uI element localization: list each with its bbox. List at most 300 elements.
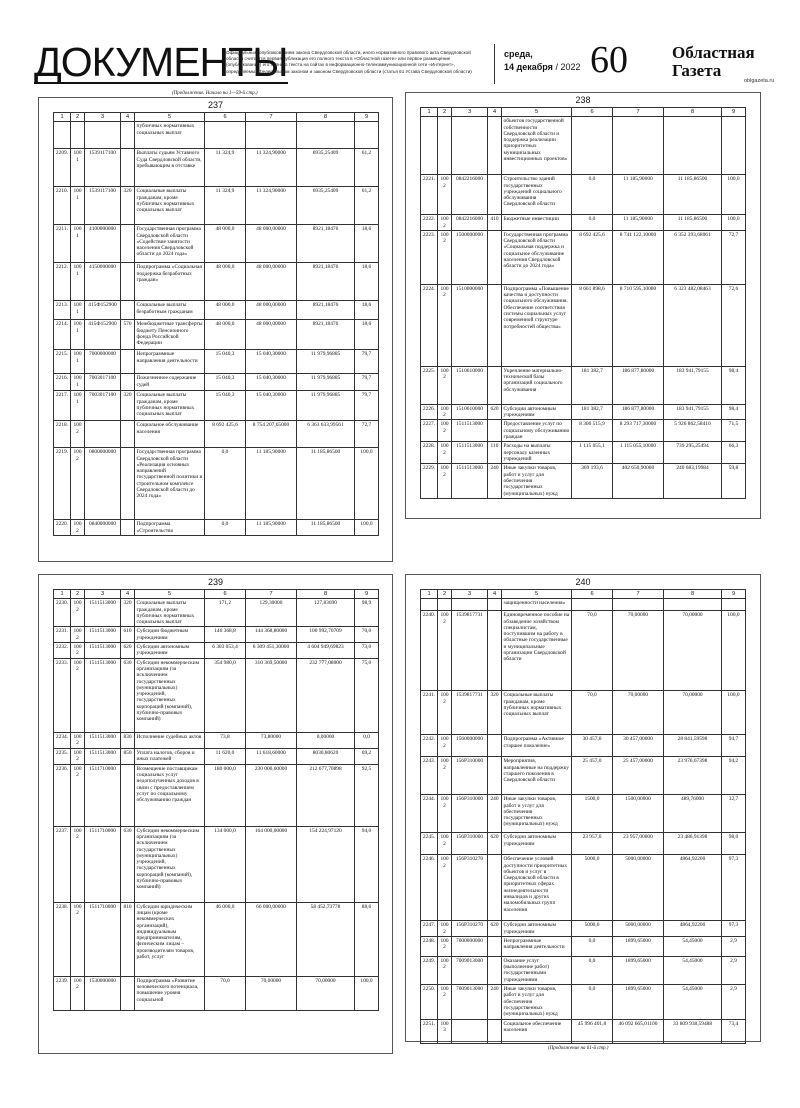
table-cell-9: 98,0 (722, 833, 746, 855)
table-cell-2: 1002 (438, 366, 452, 404)
table-cell-1: 2231. (54, 627, 71, 643)
table-row (54, 520, 379, 536)
table-cell-3: 1539117100 (85, 149, 121, 187)
table-cell-9: 100,0 (722, 611, 746, 691)
table-cell-4 (488, 117, 502, 175)
table-cell-8: 11 185,86500 (297, 448, 355, 520)
table-cell-8: 6935,25409 (297, 149, 355, 187)
table-cell-6: 73,8 (205, 732, 246, 748)
table-cell-2: 1002 (438, 985, 452, 1019)
table-cell-9: 66,3 (722, 442, 746, 464)
table-row (54, 658, 379, 732)
table-cell-4 (488, 175, 502, 215)
table-cell-1: 2214. (54, 320, 71, 350)
table-cell-4: 620 (488, 921, 502, 937)
table-cell-3: 1560000000 (452, 735, 488, 757)
table-cell-5: Субсидии автономным учреждениям (502, 404, 572, 420)
table-cell-8: 4 604 949,69823 (297, 643, 355, 659)
table-cell-1: 2219. (54, 448, 71, 520)
table-cell-6: 70,0 (205, 976, 246, 1010)
table-cell-4 (488, 936, 502, 956)
table-row (421, 230, 746, 284)
table-cell-6 (572, 599, 613, 611)
table-cell-7: 66 000,00000 (246, 902, 297, 976)
table-cell-1: 2217. (54, 391, 71, 421)
table-cell-3: 1511513000 (85, 748, 121, 764)
table-row (421, 956, 746, 984)
table-header-row (54, 113, 379, 122)
table-cell-6: 15 040,3 (205, 350, 246, 374)
table-cell-3: 7000000000 (452, 936, 488, 956)
table-cell-2 (71, 122, 85, 149)
table-cell-7: 73,80000 (246, 732, 297, 748)
table-cell-8: 5 926 862,58410 (664, 420, 722, 442)
table-cell-9: 18,6 (355, 320, 379, 350)
site-link[interactable]: oblgazeta.ru (744, 78, 775, 84)
table-cell-5: Подпрограмма «Активное старшее поколение» (502, 735, 572, 757)
table-cell-5: Мероприятия, направленные на поддержку старшего поколения в Свердловской области (502, 757, 572, 795)
table-cell-9: 61,2 (355, 187, 379, 225)
table-cell-1 (421, 599, 438, 611)
table-cell-7: 70,00000 (246, 976, 297, 1010)
table-cell-4 (121, 149, 135, 187)
column-header: 8 (664, 590, 722, 599)
table-cell-7: 402 650,90000 (613, 464, 664, 498)
table-cell-4 (121, 421, 135, 448)
table-cell-6: 1 115 055,1 (572, 442, 613, 464)
table-cell-4 (488, 855, 502, 921)
table-row (54, 391, 379, 421)
table-cell-1: 2220. (54, 520, 71, 536)
table-panel-237 (38, 97, 393, 562)
table-cell-4 (121, 764, 135, 826)
column-header: 5 (502, 590, 572, 599)
table-cell-3: 7009013000 (452, 956, 488, 984)
table-cell-5: Государственная программа Свердловской области «Реализация основных направлений государственной политики в строительном комплексе Свердловской области до 2024 года» (135, 448, 205, 520)
table-cell-2: 1002 (71, 976, 85, 1010)
table-cell-2: 1001 (71, 350, 85, 374)
table-cell-5: Государственная программа Свердловской области «Социальная поддержка и социальное обслуживание населения Свердловской области до 2024 года» (502, 230, 572, 284)
table-cell-6: 0,0 (572, 956, 613, 984)
table-cell-1: 2236. (54, 764, 71, 826)
column-header: 1 (54, 590, 71, 599)
table-cell-2: 1001 (71, 374, 85, 391)
table-cell-9: 79,7 (355, 391, 379, 421)
table-row (54, 350, 379, 374)
table-cell-9 (355, 122, 379, 149)
table-cell-2: 1002 (438, 833, 452, 855)
table-panel-240 (405, 574, 761, 1042)
table-cell-9: 79,7 (355, 350, 379, 374)
table-cell-9: 18,6 (355, 225, 379, 263)
table-cell-5: Оказание услуг (выполнение работ) государственными учреждениями (502, 956, 572, 984)
column-header: 5 (502, 108, 572, 117)
table-cell-2: 1003 (438, 1019, 452, 1043)
table-cell-1: 2228. (421, 442, 438, 464)
table-cell-5: Социальные выплаты гражданам, кроме публичных нормативных социальных выплат (502, 691, 572, 735)
table-row (421, 611, 746, 691)
table-cell-1: 2209. (54, 149, 71, 187)
table-cell-3: 7000000000 (85, 350, 121, 374)
column-header: 7 (246, 590, 297, 599)
table-cell-1 (54, 122, 71, 149)
table-cell-5: Социальное обеспечение населения (502, 1019, 572, 1043)
table-cell-4: 610 (121, 627, 135, 643)
table-cell-7 (613, 117, 664, 175)
table-cell-6: 46 000,0 (205, 902, 246, 976)
table-header-row (421, 108, 746, 117)
table-cell-4 (488, 230, 502, 284)
column-header: 4 (488, 590, 502, 599)
table-cell-7: 70,00000 (613, 691, 664, 735)
table-cell-5: Строительство зданий государственных учреждений социального обслуживания Свердловской области (502, 175, 572, 215)
table-row (421, 985, 746, 1019)
table-row (54, 421, 379, 448)
table-cell-9: 72,6 (722, 284, 746, 366)
table-cell-4: 810 (121, 902, 135, 976)
column-header: 7 (613, 108, 664, 117)
table-cell-5: Социальные выплаты гражданам, кроме публичных нормативных социальных выплат (135, 391, 205, 421)
table-row (421, 855, 746, 921)
table-cell-7: 15 040,30000 (246, 391, 297, 421)
table-cell-6: 48 000,0 (205, 263, 246, 301)
table-cell-8: 70,00000 (664, 691, 722, 735)
table-cell-5: Обеспечение условий доступности приоритетных объектов и услуг в Свердловской области в приоритетных сферах жизнедеятельности инвалидов и других маломобильных групп населения (502, 855, 572, 921)
table-cell-2: 1001 (71, 263, 85, 301)
table-cell-2: 1002 (438, 464, 452, 498)
table-cell-9: 18,6 (355, 263, 379, 301)
table-cell-1: 2226. (421, 404, 438, 420)
table-cell-2: 1002 (71, 748, 85, 764)
table-cell-1: 2247. (421, 921, 438, 937)
table-cell-4 (121, 520, 135, 536)
table-cell-4 (121, 976, 135, 1010)
table-cell-6: 11 620,0 (205, 748, 246, 764)
table-cell-3: 1510610000 (452, 404, 488, 420)
section-title: ДОКУМЕНТЫ (34, 39, 288, 85)
table-cell-7: 11 185,90000 (246, 520, 297, 536)
table-cell-2: 1002 (438, 420, 452, 442)
publication-note: Официальным опубликованием закона Свердловской области, иного нормативного правового акта Свердловской области считается первая публикация его полного текста в «Областной газете» или первое размещение (опубликование) его полного текста на сайтах в информационно-телекоммуникационной сети «Интернет», определяемых федеральным законом и законом Свердловской области (статья 61 Устава Свердловской области) (226, 50, 472, 74)
table-cell-3: 1511513000 (85, 732, 121, 748)
table-cell-8: 6 363 633,99561 (297, 421, 355, 448)
table-cell-8: 8036,80620 (297, 748, 355, 764)
column-header: 8 (664, 108, 722, 117)
table-cell-2: 1002 (71, 627, 85, 643)
table-cell-2: 1002 (71, 599, 85, 627)
table-cell-8: 11 979,96885 (297, 391, 355, 421)
table-cell-8: 8921,18476 (297, 225, 355, 263)
table-cell-1: 2251. (421, 1019, 438, 1043)
budget-table (53, 112, 379, 536)
table-cell-2: 1002 (438, 404, 452, 420)
table-cell-8: 70,00000 (297, 976, 355, 1010)
table-cell-7: 11 185,90000 (246, 448, 297, 520)
table-cell-4: 620 (121, 643, 135, 659)
table-cell-2: 1002 (71, 448, 85, 520)
column-header: 2 (438, 590, 452, 599)
table-cell-5: Уплата налогов, сборов и иных платежей (135, 748, 205, 764)
table-cell-1: 2212. (54, 263, 71, 301)
table-cell-3: 415Ф152900 (85, 301, 121, 320)
table-cell-8: 11 979,96885 (297, 350, 355, 374)
table-header-row (421, 590, 746, 599)
table-cell-8: 8921,18476 (297, 263, 355, 301)
table-cell-6: 30 457,0 (572, 735, 613, 757)
table-cell-2: 1002 (438, 284, 452, 366)
table-cell-5: Исполнение судебных актов (135, 732, 205, 748)
table-cell-9: 73,4 (722, 1019, 746, 1043)
column-header: 1 (54, 113, 71, 122)
table-cell-6: 0,0 (572, 175, 613, 215)
page-header (34, 38, 774, 88)
table-cell-8: 58 452,73778 (297, 902, 355, 976)
table-cell-8 (664, 599, 722, 611)
table-cell-4: 320 (488, 691, 502, 735)
table-cell-5: Иные закупки товаров, работ и услуг для обеспечения государственных (муниципальных) нужд (502, 464, 572, 498)
table-cell-7: 164 000,00000 (246, 826, 297, 902)
issue-day: среда, (504, 49, 533, 59)
table-cell-3: 1530000000 (85, 976, 121, 1010)
table-cell-4: 320 (121, 599, 135, 627)
table-cell-3: 1539817731 (452, 691, 488, 735)
table-cell-8: 6935,25409 (297, 187, 355, 225)
table-cell-3: 156P310000 (452, 757, 488, 795)
table-cell-2: 1002 (438, 611, 452, 691)
table-row (421, 921, 746, 937)
table-cell-1: 2221. (421, 175, 438, 215)
table-cell-3: 1510610000 (452, 366, 488, 404)
column-header: 2 (438, 108, 452, 117)
table-row (54, 764, 379, 826)
table-cell-7: 310 369,50000 (246, 658, 297, 732)
table-cell-9: 97,3 (722, 921, 746, 937)
table-cell-6: 146 368,8 (205, 627, 246, 643)
table-cell-9: 70,0 (355, 627, 379, 643)
table-cell-2: 1002 (438, 956, 452, 984)
table-cell-6: 15 040,3 (205, 391, 246, 421)
table-cell-5: Подпрограмма «Развитие человеческого потенциала, повышение уровня социальной (135, 976, 205, 1010)
table-cell-3 (452, 117, 488, 175)
table-cell-5: Возмещение поставщикам социальных услуг недополученных доходов в связи с предоставлением услуг по социальному обслуживанию граждан (135, 764, 205, 826)
table-cell-7: 30 457,00000 (613, 735, 664, 757)
table-cell-6: 6 303 053,4 (205, 643, 246, 659)
table-cell-4 (488, 1019, 502, 1043)
table-cell-4 (488, 420, 502, 442)
table-cell-6: 23 957,0 (572, 833, 613, 855)
table-cell-7: 46 092 665,01100 (613, 1019, 664, 1043)
table-cell-7 (613, 599, 664, 611)
table-cell-7: 230 000,00000 (246, 764, 297, 826)
table-cell-3: 156P310270 (452, 855, 488, 921)
table-cell-4: 620 (488, 833, 502, 855)
table-cell-2: 1002 (71, 732, 85, 748)
table-cell-3: 156P310270 (452, 921, 488, 937)
table-cell-7: 11 185,90000 (613, 175, 664, 215)
table-cell-4 (488, 757, 502, 795)
table-cell-5: Укрепление материально-технической базы организаций социального обслуживания (502, 366, 572, 404)
table-cell-5: Подпрограмма «Строительство (135, 520, 205, 536)
table-cell-2: 1002 (438, 921, 452, 937)
table-row (421, 175, 746, 215)
table-cell-8: 232 777,08000 (297, 658, 355, 732)
table-cell-9: 92,5 (355, 764, 379, 826)
table-cell-7: 5000,00000 (613, 855, 664, 921)
table-row (421, 1019, 746, 1043)
table-cell-9: 2,9 (722, 956, 746, 984)
table-cell-3: 1511513000 (85, 658, 121, 732)
table-cell-7: 8 741 122,10000 (613, 230, 664, 284)
table-cell-8: 11 185,86500 (297, 520, 355, 536)
header-divider (494, 44, 495, 84)
column-header: 1 (421, 108, 438, 117)
table-cell-8: 11 185,86500 (664, 175, 722, 215)
table-cell-8: 489,76000 (664, 795, 722, 833)
table-cell-3 (452, 599, 488, 611)
table-cell-3: 1511513000 (452, 442, 488, 464)
table-row (54, 263, 379, 301)
table-cell-8: 183 941,79155 (664, 366, 722, 404)
page-number: 60 (590, 39, 628, 81)
table-cell-5: объектов государственной собственности Свердловской области и поддержка реализации приоритетных муниципальных инвестиционных проектов» (502, 117, 572, 175)
table-cell-3: 1511710000 (85, 826, 121, 902)
table-cell-2: 1002 (438, 855, 452, 921)
table-cell-9: 94,0 (355, 826, 379, 902)
table-cell-1: 2243. (421, 757, 438, 795)
table-cell-4: 570 (121, 320, 135, 350)
table-cell-2: 1002 (71, 902, 85, 976)
table-cell-5: Субсидии бюджетным учреждениям (135, 627, 205, 643)
table-cell-2 (438, 599, 452, 611)
panel-number: 240 (575, 577, 591, 587)
table-cell-1: 2250. (421, 985, 438, 1019)
table-cell-7: 15 040,30000 (246, 374, 297, 391)
table-cell-1: 2216. (54, 374, 71, 391)
table-cell-6: 171,2 (205, 599, 246, 627)
table-cell-3: 1511710000 (85, 902, 121, 976)
table-cell-2 (438, 117, 452, 175)
table-row (421, 464, 746, 498)
table-cell-6: 25 457,0 (572, 757, 613, 795)
table-cell-2: 1002 (438, 230, 452, 284)
table-cell-4: 630 (121, 826, 135, 902)
table-cell-2: 1002 (438, 735, 452, 757)
table-cell-3: 4100000000 (85, 225, 121, 263)
table-cell-9: 98,9 (355, 599, 379, 627)
table-cell-3: 156P310000 (452, 833, 488, 855)
table-cell-6: 1500,0 (572, 795, 613, 833)
table-cell-1: 2232. (54, 643, 71, 659)
table-cell-7: 23 957,00000 (613, 833, 664, 855)
table-cell-2: 1002 (438, 757, 452, 795)
table-cell-8: 8921,18476 (297, 301, 355, 320)
table-cell-3: 1539117100 (85, 187, 121, 225)
table-cell-2: 1002 (438, 936, 452, 956)
table-cell-9: 98,4 (722, 366, 746, 404)
table-cell-2: 1002 (438, 175, 452, 215)
table-cell-1: 2240. (421, 611, 438, 691)
budget-table (420, 589, 746, 1044)
table-cell-4 (121, 225, 135, 263)
table-cell-5: Расходы на выплаты персоналу казенных учреждений (502, 442, 572, 464)
table-cell-9: 71,5 (722, 420, 746, 442)
table-cell-1: 2244. (421, 795, 438, 833)
column-header: 9 (722, 590, 746, 599)
table-cell-8: 33 809 938,59488 (664, 1019, 722, 1043)
table-cell-3 (85, 122, 121, 149)
table-row (421, 284, 746, 366)
column-header: 5 (135, 590, 205, 599)
table-cell-5: Социальные выплаты гражданам, кроме публичных нормативных социальных выплат (135, 187, 205, 225)
table-cell-5: Субсидии автономным учреждениям (135, 643, 205, 659)
table-cell-6: 8 692 425,6 (572, 230, 613, 284)
table-cell-9: 75,0 (355, 658, 379, 732)
table-cell-6: 8 692 425,6 (205, 421, 246, 448)
table-cell-5: Субсидии автономным учреждениям (502, 921, 572, 937)
table-row (421, 936, 746, 956)
table-cell-6: 181 382,7 (572, 366, 613, 404)
table-cell-7: 6 309 451,30000 (246, 643, 297, 659)
table-cell-4 (121, 374, 135, 391)
table-cell-1: 2241. (421, 691, 438, 735)
table-cell-8: 739 295,25494 (664, 442, 722, 464)
table-cell-9: 100,0 (722, 215, 746, 231)
table-cell-3: 1511513000 (85, 627, 121, 643)
column-header: 8 (297, 590, 355, 599)
table-cell-8: 23 486,91398 (664, 833, 722, 855)
table-cell-5: Иные закупки товаров, работ и услуг для обеспечения государственных (муниципальных) нужд (502, 985, 572, 1019)
table-cell-6: 0,0 (572, 936, 613, 956)
table-cell-3: 7003017100 (85, 391, 121, 421)
table-cell-2: 1001 (71, 187, 85, 225)
table-cell-1: 2237. (54, 826, 71, 902)
table-cell-3: 0800000000 (85, 448, 121, 520)
table-cell-3: 4150000000 (85, 263, 121, 301)
table-cell-7: 8 293 717,30000 (613, 420, 664, 442)
table-cell-8: 28 841,59598 (664, 735, 722, 757)
table-cell-4: 620 (488, 404, 502, 420)
table-cell-9: 88,6 (355, 902, 379, 976)
table-cell-6 (572, 117, 613, 175)
table-cell-3: 1511513000 (452, 420, 488, 442)
table-cell-5: защищенности населения» (502, 599, 572, 611)
table-cell-8 (664, 117, 722, 175)
table-cell-3: 0840000000 (85, 520, 121, 536)
table-row (54, 225, 379, 263)
table-cell-3: 0842216000 (452, 215, 488, 231)
table-cell-9: 97,3 (722, 855, 746, 921)
table-cell-8: 8921,18476 (297, 320, 355, 350)
continued-from-note: (Продолжение. Начало на 1—59-й стр.) (172, 91, 258, 96)
table-cell-8: 212 677,70898 (297, 764, 355, 826)
table-cell-4: 110 (488, 442, 502, 464)
table-cell-6: 180 000,0 (205, 764, 246, 826)
table-cell-7: 1500,00000 (613, 795, 664, 833)
table-cell-5: публичных нормативных социальных выплат (135, 122, 205, 149)
table-row (54, 301, 379, 320)
table-cell-9: 100,0 (355, 520, 379, 536)
table-cell-1: 2227. (421, 420, 438, 442)
table-cell-2: 1002 (438, 442, 452, 464)
budget-table (420, 107, 746, 499)
table-panel-238 (405, 92, 761, 519)
table-cell-5: Иные закупки товаров, работ и услуг для обеспечения государственных (муниципальных) нужд (502, 795, 572, 833)
column-header: 2 (71, 113, 85, 122)
issue-date: 14 декабря / 2022 (504, 62, 581, 72)
table-cell-4 (121, 301, 135, 320)
table-cell-7: 1899,65000 (613, 956, 664, 984)
table-cell-9: 2,9 (722, 985, 746, 1019)
